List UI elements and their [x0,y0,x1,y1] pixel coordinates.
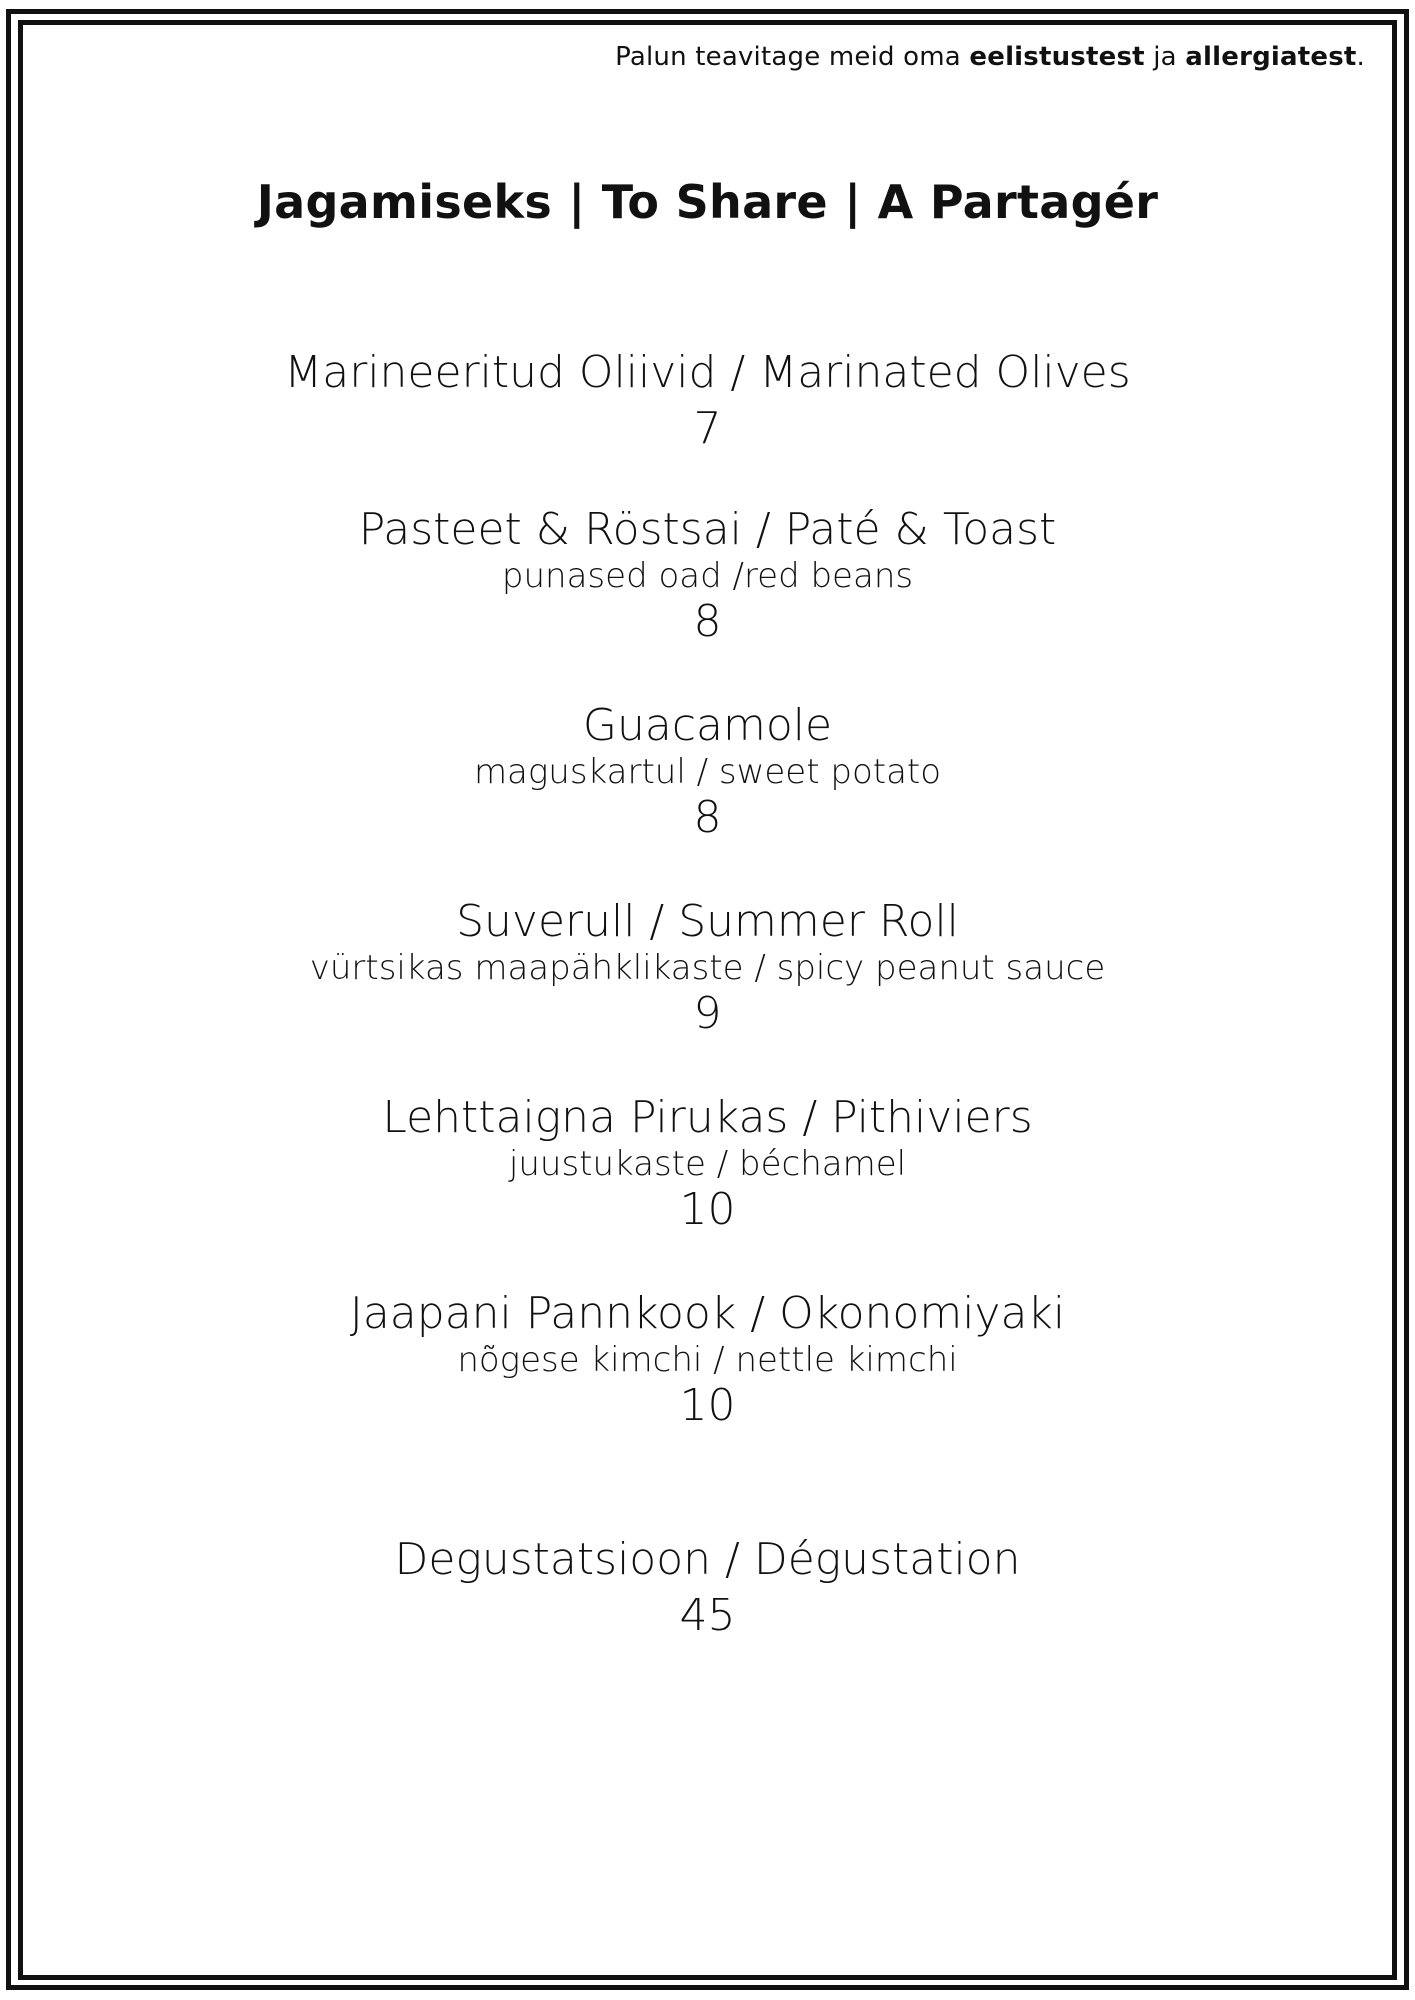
menu-item-price: 8 [693,792,722,843]
menu-item [0,698,1415,846]
menu-item-name: Lehttaigna Pirukas / Pithiviers [382,1092,1033,1143]
menu-item [0,1090,1415,1238]
section-title: Jagamiseks | To Share | A Partagér [256,175,1159,229]
allergy-notice: Palun teavitage meid oma eelistustest ja allergiatest. [615,42,1365,72]
menu-item [0,1532,1415,1644]
menu-item-description: juustukaste / béchamel [508,1144,907,1184]
menu-item-price: 45 [679,1590,736,1641]
menu-item-description: vürtsikas maapähklikaste / spicy peanut sauce [309,948,1106,988]
menu-item [0,345,1415,457]
menu-item-price: 9 [693,988,722,1039]
menu-item-name: Suverull / Summer Roll [456,896,959,947]
menu-item-name: Pasteet & Röstsai / Paté & Toast [358,504,1057,555]
notice-bold-allergies: allergiatest [1185,42,1357,72]
menu-item-name: Marineeritud Oliivid / Marinated Olives [284,347,1131,398]
menu-item [0,1286,1415,1434]
menu-item-price: 10 [679,1380,736,1431]
menu-item-description: maguskartul / sweet potato [473,752,942,792]
menu-item-price: 10 [679,1184,736,1235]
menu-item-price: 8 [693,596,722,647]
notice-bold-preferences: eelistustest [969,42,1145,72]
menu-item [0,502,1415,650]
menu-item-name: Guacamole [582,700,833,751]
menu-item-price: 7 [693,403,722,454]
menu-item-description: punased oad /red beans [501,556,914,596]
menu-item-name: Degustatsioon / Dégustation [394,1534,1021,1585]
menu-item-description: nõgese kimchi / nettle kimchi [457,1340,958,1380]
menu-item-name: Jaapani Pannkook / Okonomiyaki [349,1288,1066,1339]
menu-item [0,894,1415,1042]
